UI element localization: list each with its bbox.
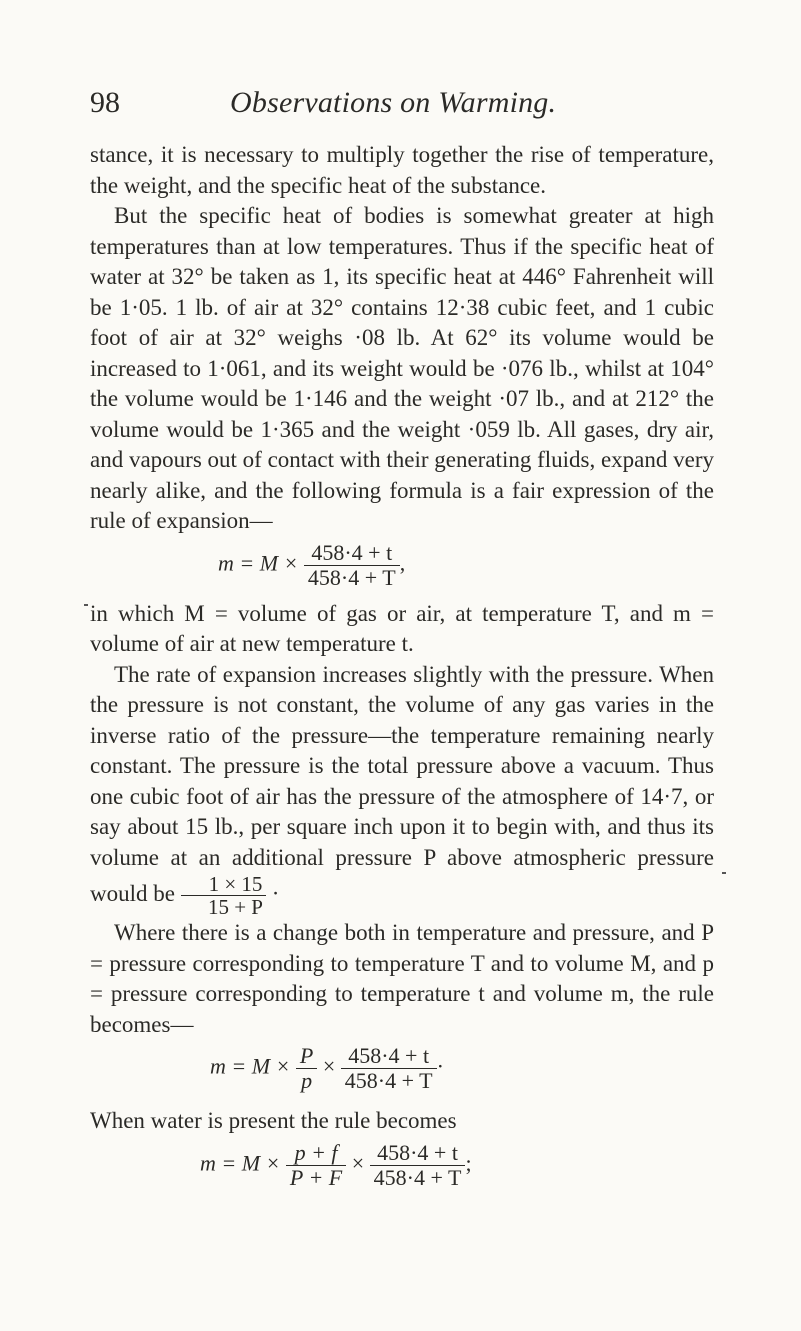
formula-denominator: 458·4 + T — [344, 1068, 433, 1093]
inline-denominator: 15 + P — [207, 895, 263, 919]
formula-with-water — [90, 1137, 714, 1203]
formula-denominator: 458·4 + T — [307, 564, 396, 590]
formula-fraction-pressure — [296, 1044, 317, 1093]
formula-times: × — [351, 1150, 365, 1176]
inline-fraction-end: · — [271, 880, 280, 906]
formula-times: × — [322, 1053, 336, 1079]
formula-denominator: 458·4 + T — [373, 1164, 462, 1190]
formula-fraction-pressure — [286, 1141, 346, 1190]
paragraph-1: stance, it is necessary to multiply together the rise of temperature, the weight, and the specific heat of the substance. — [90, 142, 714, 198]
paragraph-6: When water is present the rule becomes — [90, 1108, 457, 1133]
running-title: Observations on Warming. — [230, 86, 557, 119]
paragraph-5: Where there is a change both in temperature and pressure, and P = pressure corresponding to temperature T and to volume M, and p = pressure corresponding to temperature t and volume m, the rule becomes— — [90, 920, 714, 1037]
formula-lhs: m = M × — [200, 1150, 281, 1176]
formula-numerator: 458·4 + t — [304, 541, 400, 566]
formula-lhs: m = M × — [210, 1053, 291, 1079]
formula-denominator: P + F — [289, 1164, 343, 1190]
formula-fraction-temperature — [341, 1044, 437, 1093]
formula-end: , — [399, 550, 406, 576]
page-number: 98 — [90, 86, 120, 119]
formula-numerator: 458·4 + t — [370, 1141, 466, 1166]
paragraph-3: in which M = volume of gas or air, at temperature T, and m = volume of air at new temperature t. — [90, 600, 714, 656]
paragraph-2: But the specific heat of bodies is somewhat greater at high temperatures than at low temperatures. Thus if the specific heat of water at 32° be taken as 1, its specific heat at 446° Fahrenheit will be 1·05. 1 lb. of air at 32° contains 12·38 cubic feet, and 1 cubic foot of air at 32° weighs ·08 lb. At 62° its volume would be increased to 1·061, and its weight would be ·076 lb., whilst at 104° the volume would be 1·146 and the weight ·07 lb., and at 212° the volume would be 1·365 and the weight ·059 lb. All gases, dry air, and vapours out of contact with their generating fluids, expand very nearly alike, and the following formula is a fair expression of the rule of expansion— — [90, 203, 715, 533]
formula-numerator: P — [296, 1044, 317, 1069]
inline-fraction — [181, 873, 266, 918]
formula-temperature-pressure — [90, 1040, 714, 1106]
formula-end: ; — [465, 1150, 472, 1176]
margin-mark-left — [84, 604, 88, 606]
paragraph-4 — [90, 660, 714, 919]
formula-expansion — [90, 537, 714, 599]
formula-numerator: p + f — [286, 1141, 346, 1166]
page-body — [90, 140, 714, 1203]
formula-numerator: 458·4 + t — [341, 1044, 437, 1069]
formula-fraction — [304, 541, 400, 590]
formula-fraction-temperature — [370, 1141, 466, 1190]
formula-lhs: m = M × — [218, 550, 299, 576]
formula-denominator: p — [301, 1068, 313, 1093]
inline-numerator: 1 × 15 — [181, 873, 266, 896]
margin-mark-right — [722, 872, 726, 874]
page-header — [90, 78, 710, 128]
paragraph-4-text: The rate of expansion increases slightly with the pressure. When the pressure is not constant, the volume of any gas varies in the inverse ratio of the pressure—the temperature remaining nearly constant. The pressure is the total pressure above a vacuum. Thus one cubic foot of air has the pressure of the atmosphere of 14·7, or say about 15 lb., per square inch upon it to begin with, and thus its volume at an additional pressure P above atmospheric pressure would be — [90, 661, 714, 906]
formula-end: · — [436, 1053, 444, 1079]
